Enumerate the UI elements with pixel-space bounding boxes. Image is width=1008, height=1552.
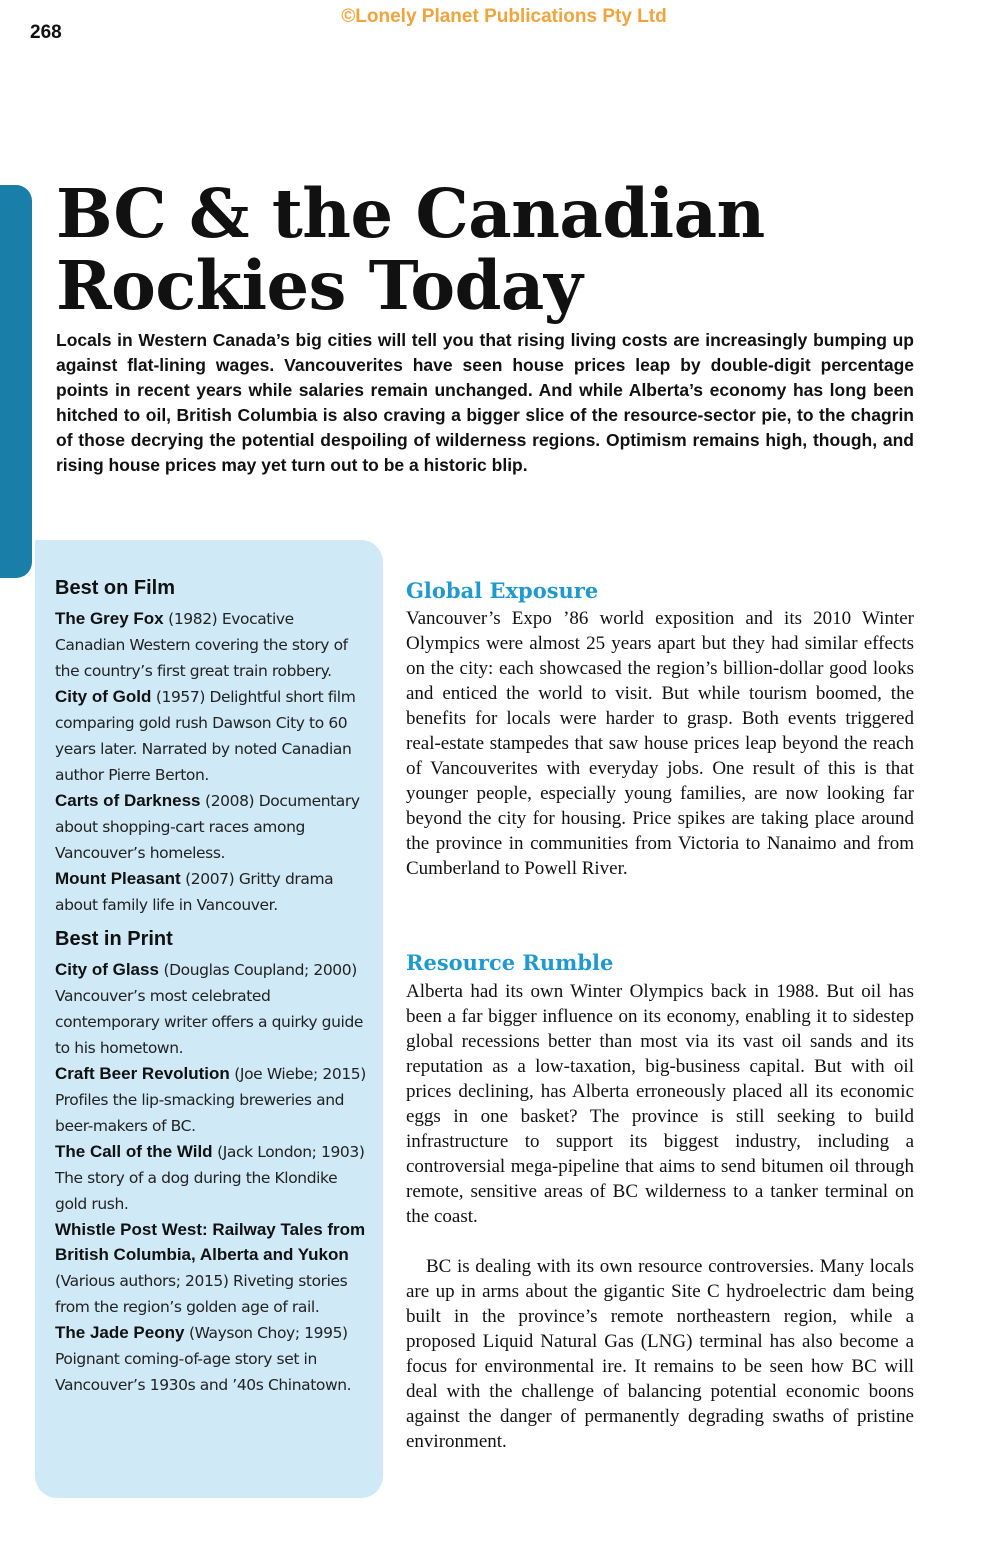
item-title: Mount Pleasant — [55, 869, 181, 888]
item-title: The Call of the Wild — [55, 1142, 213, 1161]
resource-rumble-heading: Resource Rumble — [406, 950, 614, 975]
best-on-film-heading: Best on Film — [55, 577, 176, 599]
item-desc: (Jack London; 1903) The story of a dog during the Klondike gold rush. — [55, 1143, 365, 1213]
resource-rumble-text-2: BC is dealing with its own resource controversies. Many locals are up in arms about the gigantic Site C hydroelectric dam being built in the province’s remote northeastern region, while a proposed Liquid Natural Gas (LNG) terminal has also become a focus for environmental ire. It remains to be seen how BC will deal with the challenge of balancing potential economic boons against the danger of permanently degrading swaths of pristine environment. — [406, 1256, 914, 1452]
list-item — [55, 606, 367, 684]
list-item — [55, 1061, 367, 1139]
list-item — [55, 866, 367, 918]
chapter-tab-marker — [0, 185, 32, 578]
item-title: City of Glass — [55, 960, 159, 979]
item-desc: (Various authors; 2015) Riveting stories from the region’s golden age of rail. — [55, 1272, 348, 1316]
global-exposure-text: Vancouver’s Expo ’86 world exposition and its 2010 Winter Olympics were almost 25 years apart but they had similar effects on the city: each showcased the region’s billion-dollar good looks and enticed the world to visit. But while tourism boomed, the benefits for locals were harder to grasp. Both events triggered real-estate stampedes that saw house prices leap beyond the reach of Vancouverites with everyday jobs. One result of this is that younger people, especially young families, are now looking far beyond the city for housing. Price spikes are taking place around the province in communities from Victoria to Nanaimo and from Cumberland to Powell River. — [406, 608, 914, 879]
list-item — [55, 1320, 367, 1398]
page-number: 268 — [30, 22, 62, 43]
item-title: Carts of Darkness — [55, 791, 201, 810]
best-on-film-list — [55, 606, 367, 918]
item-desc: (1982) Evocative Canadian Western covering the story of the country’s first great train robbery. — [55, 610, 348, 680]
item-title: The Grey Fox — [55, 609, 164, 628]
copyright-notice: ©Lonely Planet Publications Pty Ltd — [341, 6, 667, 27]
item-desc: (2008) Documentary about shopping-cart races among Vancouver’s homeless. — [55, 792, 360, 862]
item-desc: (Joe Wiebe; 2015) Profiles the lip-smacking breweries and beer-makers of BC. — [55, 1065, 366, 1135]
intro-paragraph: Locals in Western Canada’s big cities will tell you that rising living costs are increasingly bumping up against flat-lining wages. Vancouverites have seen house prices leap by double-digit percentage points in recent years while salaries remain unchanged. And while Alberta’s economy has long been hitched to oil, British Columbia is also craving a bigger slice of the resource-sector pie, to the chagrin of those decrying the potential despoiling of wilderness regions. Optimism remains high, though, and rising house prices may yet turn out to be a historic blip. — [56, 330, 914, 475]
item-desc: (2007) Gritty drama about family life in Vancouver. — [55, 870, 334, 914]
item-desc: (1957) Delightful short film comparing gold rush Dawson City to 60 years later. Narrated by noted Canadian author Pierre Berton. — [55, 688, 356, 784]
chapter-title-line2: Rockies Today — [56, 246, 583, 325]
list-item — [55, 1217, 367, 1320]
chapter-title — [56, 174, 956, 325]
chapter-title-line1: BC & the Canadian — [56, 174, 765, 253]
list-item — [55, 957, 367, 1061]
list-item — [55, 1139, 367, 1217]
item-desc: (Douglas Coupland; 2000) Vancouver’s most celebrated contemporary writer offers a quirky guide to his hometown. — [55, 961, 364, 1057]
global-exposure-heading: Global Exposure — [406, 578, 599, 603]
best-in-print-list — [55, 957, 367, 1398]
item-title: City of Gold — [55, 687, 152, 706]
item-title: The Jade Peony — [55, 1323, 185, 1342]
item-title: Whistle Post West: Railway Tales from British Columbia, Alberta and Yukon — [55, 1220, 366, 1264]
list-item — [55, 788, 367, 866]
resource-rumble-text-1: Alberta had its own Winter Olympics back in 1988. But oil has been a far bigger influence on its economy, enabling it to sidestep global recessions better than most via its vast oil sands and its reputation as a low-taxation, big-business capital. But with oil prices declining, has Alberta erroneously placed all its economic eggs in one basket? The province is still seeking to build infrastructure to support its biggest industry, including a controversial mega-pipeline that aims to send bitumen oil through remote, sensitive areas of BC wilderness to a tanker terminal on the coast. — [406, 981, 914, 1227]
list-item — [55, 684, 367, 788]
best-in-print-heading: Best in Print — [55, 928, 173, 950]
item-desc: (Wayson Choy; 1995) Poignant coming-of-age story set in Vancouver’s 1930s and ’40s Chinatown. — [55, 1324, 352, 1394]
item-title: Craft Beer Revolution — [55, 1064, 230, 1083]
